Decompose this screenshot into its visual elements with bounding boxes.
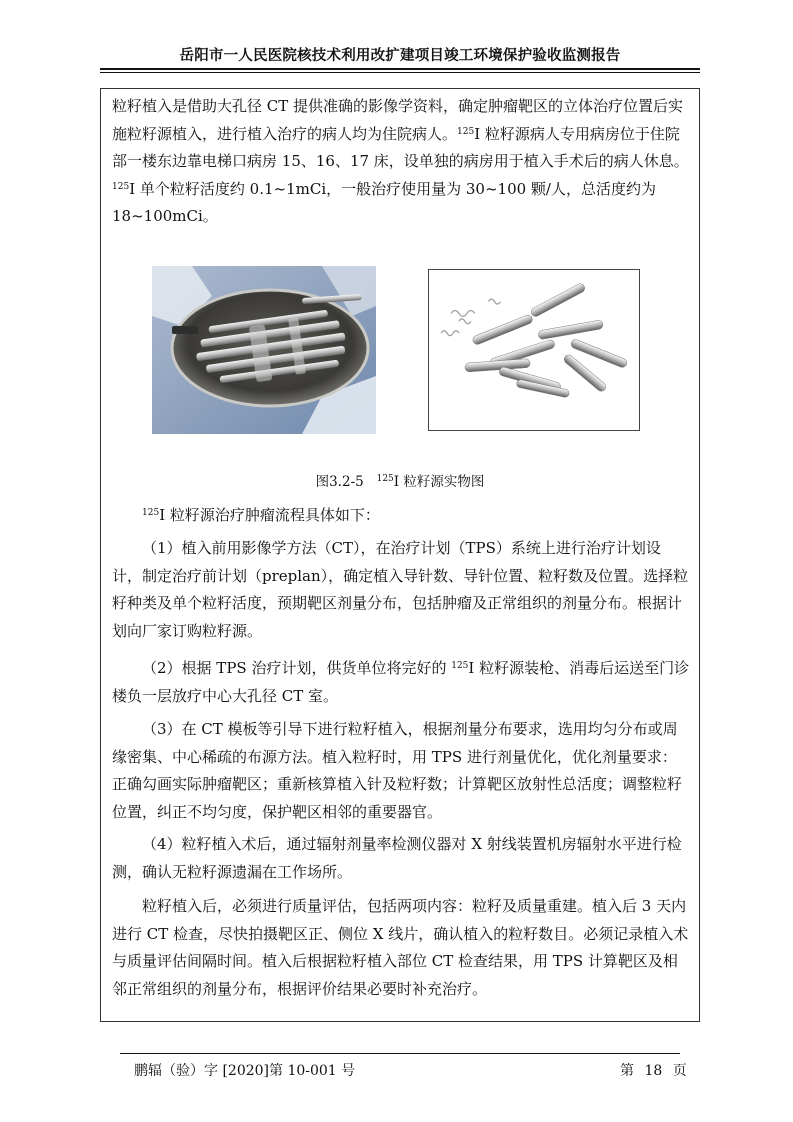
flow-lead: $^{125}$I 粒籽源治疗肿瘤流程具体如下： — [142, 506, 380, 524]
document-number: 鹏辐（验）字 [2020]第 10-001 号 — [134, 1063, 356, 1079]
flow-step-4: （4）粒籽植入术后，通过辐射剂量率检测仪器对 X 射线装置机房辐射水平进行检测，确认无粒籽源遗漏在工作场所。 — [112, 835, 682, 881]
report-header-title: 岳阳市一人民医院核技术利用改扩建项目竣工环境保护验收监测报告 — [179, 48, 621, 64]
page-number: 第 18 页 — [620, 1063, 687, 1079]
intro-paragraph: 粒籽植入是借助大孔径 CT 提供准确的影像学资料，确定肿瘤靶区的立体治疗位置后实施粒籽源植入，进行植入治疗的病人均为住院病人。$^{125}$I 粒籽源病人专用病房位于住院部一楼东边靠电梯口病房 15、16、17 床，设单独的病房用于植入手术后的病人休息。$^{125}$I 单个粒籽活度约 0.1~1mCi，一般治疗使用量为 30~100 颗/人，总活度约为 18~100mCi。 — [112, 97, 689, 225]
quality-assessment-paragraph: 粒籽植入后，必须进行质量评估，包括两项内容：粒籽及质量重建。植入后 3 天内进行 CT 检查，尽快拍摄靶区正、侧位 X 线片，确认植入的粒籽数目。必须记录植入术与质量评估间隔时间。植入后根据粒籽植入部位 CT 检查结果，用 TPS 计算靶区及相邻正常组织的剂量分布，根据评价结果必要时补充治疗。 — [112, 897, 689, 998]
header-rule-thick — [100, 68, 700, 70]
iodine-seed-illustration — [428, 269, 640, 431]
flow-step-1: （1）植入前用影像学方法（CT），在治疗计划（TPS）系统上进行治疗计划设计，制定治疗前计划（preplan），确定植入导针数、导针位置、粒籽数及位置。选择粒籽种类及单个粒籽活度，预期靶区剂量分布，包括肿瘤及正常组织的剂量分布。根据计划向厂家订购粒籽源。 — [112, 539, 689, 640]
flow-step-2: （2）根据 TPS 治疗计划，供货单位将完好的 $^{125}$I 粒籽源装枪、消毒后运送至门诊楼负一层放疗中心大孔径 CT 室。 — [112, 659, 690, 705]
figure-caption: 图3.2-5 $^{125}$I 粒籽源实物图 — [315, 474, 485, 490]
flow-step-3: （3）在 CT 模板等引导下进行粒籽植入，根据剂量分布要求，选用均匀分布或周缘密集、中心稀疏的布源方法。植入粒籽时，用 TPS 进行剂量优化，优化剂量要求：正确勾画实际肿瘤靶区；重新核算植入针及粒籽数；计算靶区放射性总活度；调整粒籽位置，纠正不均匀度，保护靶区相邻的重要器官。 — [112, 720, 683, 821]
footer-rule — [120, 1053, 680, 1054]
header-rule-thin — [100, 72, 700, 73]
seed-implant-gun-photo — [152, 266, 376, 434]
